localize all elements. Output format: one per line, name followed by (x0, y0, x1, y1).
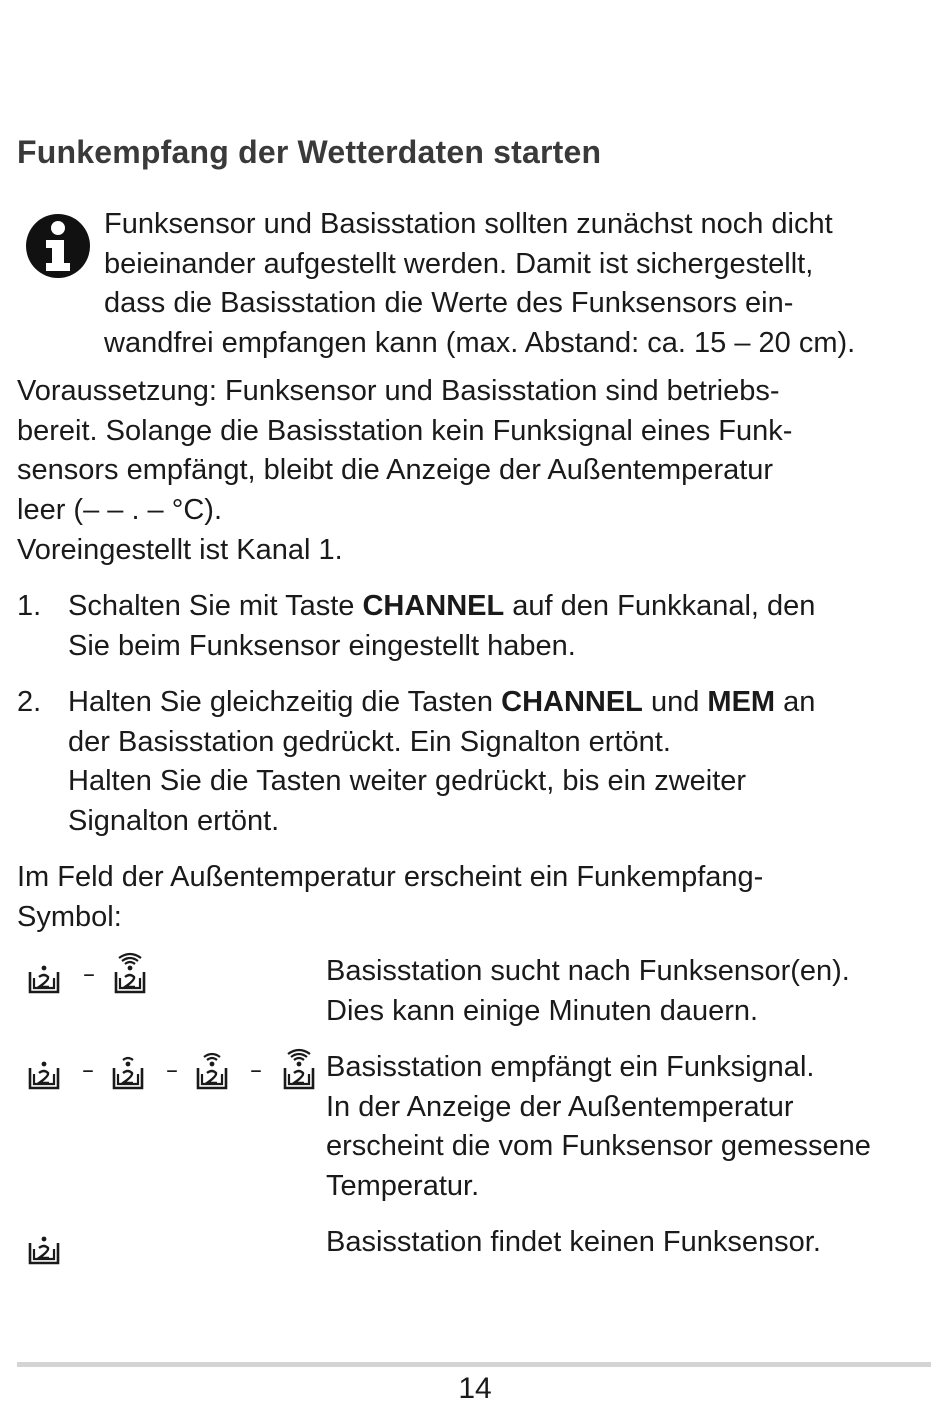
symbol-description-line: erscheint die vom Funksensor gemessene (326, 1130, 871, 1163)
step-text (68, 683, 938, 842)
separator-dash: – (83, 960, 95, 988)
symbol-intro-line: Im Feld der Außentemperatur erscheint ein Funkempfang- (17, 861, 764, 893)
info-text (104, 205, 934, 364)
key-channel: CHANNEL (501, 686, 643, 718)
separator-dash: – (82, 1056, 94, 1084)
page-number: 14 (458, 1372, 492, 1405)
step-text-part: an (775, 686, 816, 718)
step-line (68, 683, 938, 723)
symbol-description-line: Temperatur. (326, 1170, 480, 1203)
separator-dash: – (250, 1056, 262, 1084)
step-line: Sie beim Funksensor eingestellt haben. (68, 629, 576, 662)
separator-dash: – (166, 1056, 178, 1084)
symbol-description (326, 1223, 946, 1263)
step-line: Signalton ertönt. (68, 805, 280, 838)
step-text-part: und (642, 686, 708, 718)
symbol-description (326, 952, 946, 1031)
step-line: der Basisstation gedrückt. Ein Signalton ertönt. (68, 725, 671, 758)
radio-sensor-icon-animated (27, 1048, 332, 1098)
step-text-part: Halten Sie gleichzeitig die Tasten (68, 686, 502, 718)
radio-sensor-icon-blinking (27, 952, 167, 1002)
info-line: Funksensor und Basisstation sollten zunächst noch dicht (104, 208, 833, 240)
intro-line: sensors empfängt, bleibt die Anzeige der Außentemperatur (17, 454, 774, 487)
step-line (68, 587, 938, 627)
info-line: wandfrei empfangen kann (max. Abstand: ca. 15 – 20 cm). (104, 327, 856, 360)
symbol-description-line: Basisstation sucht nach Funksensor(en). (326, 955, 850, 987)
intro-line: bereit. Solange die Basisstation kein Funksignal eines Funk- (17, 414, 793, 447)
info-line: beieinander aufgestellt werden. Damit ist sichergestellt, (104, 247, 814, 280)
info-icon (25, 213, 91, 279)
intro-line: Voreingestellt ist Kanal 1. (17, 533, 343, 566)
radio-sensor-icon-no-signal (27, 1223, 77, 1273)
step-text-part: auf den Funkkanal, den (504, 590, 816, 622)
key-mem: MEM (707, 686, 776, 718)
symbol-description-line: Basisstation findet keinen Funksensor. (326, 1226, 821, 1258)
step-number: 2. (17, 686, 42, 718)
footer-divider (17, 1362, 931, 1367)
symbol-description-line: In der Anzeige der Außentemperatur (326, 1090, 794, 1123)
intro-line: leer (– – . – °C). (17, 494, 222, 527)
section-heading: Funkempfang der Wetterdaten starten (17, 134, 602, 170)
symbol-description-line: Basisstation empfängt ein Funksignal. (326, 1051, 815, 1083)
symbol-intro (17, 858, 932, 937)
step-text-part: Schalten Sie mit Taste (68, 590, 363, 622)
intro-line: Voraussetzung: Funksensor und Basisstation sind betriebs- (17, 375, 780, 407)
step-text (68, 587, 938, 666)
key-channel: CHANNEL (362, 590, 505, 622)
symbol-description (326, 1048, 946, 1207)
symbol-intro-line: Symbol: (17, 900, 122, 933)
step-number: 1. (17, 590, 42, 622)
step-line: Halten Sie die Tasten weiter gedrückt, bis ein zweiter (68, 765, 747, 798)
symbol-description-line: Dies kann einige Minuten dauern. (326, 994, 759, 1027)
info-line: dass die Basisstation die Werte des Funksensors ein- (104, 287, 794, 320)
intro-paragraph (17, 372, 932, 571)
